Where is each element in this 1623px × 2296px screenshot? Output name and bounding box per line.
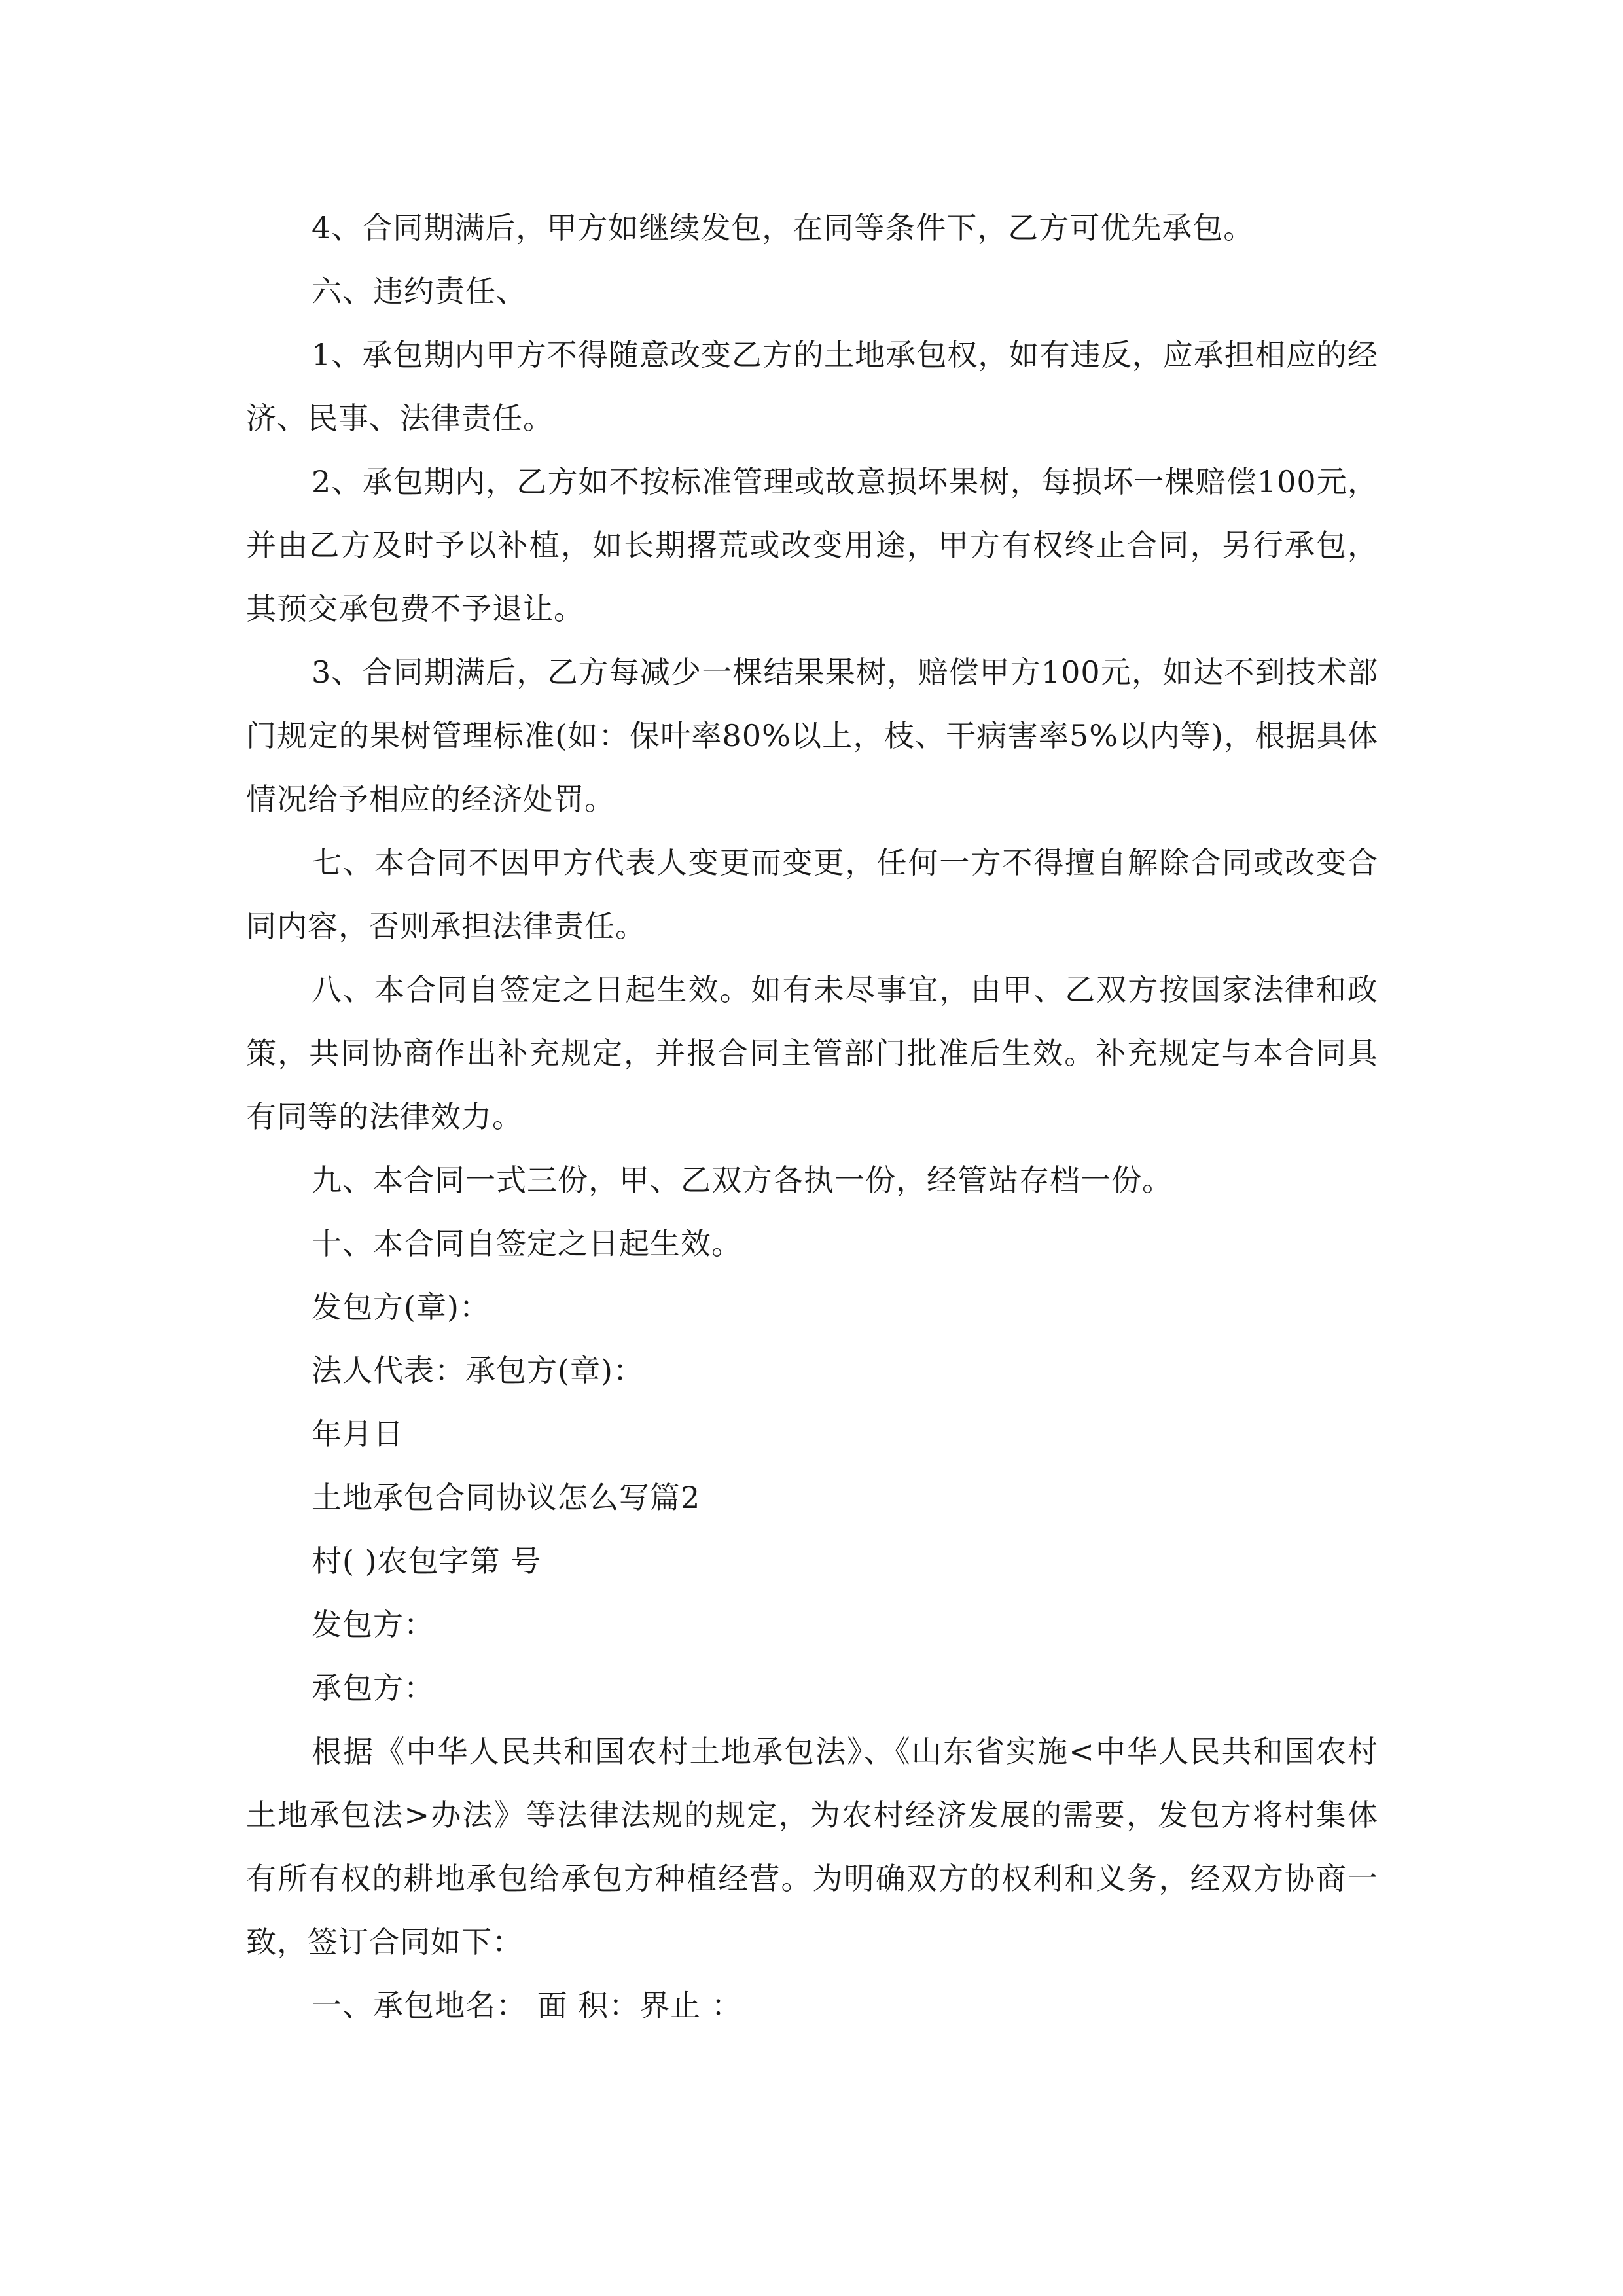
contract-number-line: 村( )农包字第 号 xyxy=(312,1543,542,1579)
signature-line-legal-representative: 法人代表：承包方(章)： xyxy=(312,1353,644,1388)
signature-line-date: 年月日 xyxy=(312,1416,404,1452)
clause-land-details: 一、承包地名： 面 积：界止 ： xyxy=(312,1988,742,2023)
party-line-contractee: 承包方： xyxy=(312,1670,435,1706)
section-heading-breach-liability: 六、违约责任、 xyxy=(312,274,527,309)
paragraph-copies: 九、本合同一式三份，甲、乙双方各执一份，经管站存档一份。 xyxy=(312,1162,1173,1198)
party-line-contractor: 发包方： xyxy=(312,1607,435,1642)
signature-line-contractor: 发包方(章)： xyxy=(312,1289,490,1325)
paragraph-effective-supplement: 八、本合同自签定之日起生效。如有未尽事宜，由甲、乙双方按国家法律和政策，共同协商作出补充规定，并报合同主管部门批准后生效。补充规定与本合同具有同等的法律效力。 xyxy=(246,972,1378,1134)
paragraph-effective-date: 十、本合同自签定之日起生效。 xyxy=(312,1226,742,1261)
document-body xyxy=(246,196,1378,2037)
paragraph-breach-expiry-compensation: 3、合同期满后，乙方每减少一棵结果果树，赔偿甲方100元，如达不到技术部门规定的果树管理标准(如：保叶率80%以上，枝、干病害率5%以内等)，根据具体情况给予相应的经济处罚。 xyxy=(246,655,1378,817)
paragraph-renewal-priority: 4、合同期满后，甲方如继续发包，在同等条件下，乙方可优先承包。 xyxy=(312,210,1255,245)
section-title-article-2: 土地承包合同协议怎么写篇2 xyxy=(312,1480,701,1515)
paragraph-legal-basis: 根据《中华人民共和国农村土地承包法》、《山东省实施<中华人民共和国农村土地承包法>办法》等法律法规的规定，为农村经济发展的需要，发包方将村集体有所有权的耕地承包给承包方种植经营。为明确双方的权利和义务，经双方协商一致，签订合同如下： xyxy=(246,1734,1378,1960)
paragraph-representative-change: 七、本合同不因甲方代表人变更而变更，任何一方不得擅自解除合同或改变合同内容，否则承担法律责任。 xyxy=(246,845,1378,944)
paragraph-breach-party-b-trees: 2、承包期内，乙方如不按标准管理或故意损坏果树，每损坏一棵赔偿100元，并由乙方及时予以补植，如长期撂荒或改变用途，甲方有权终止合同，另行承包，其预交承包费不予退让。 xyxy=(246,464,1378,626)
paragraph-breach-party-a: 1、承包期内甲方不得随意改变乙方的土地承包权，如有违反，应承担相应的经济、民事、法律责任。 xyxy=(246,337,1378,436)
